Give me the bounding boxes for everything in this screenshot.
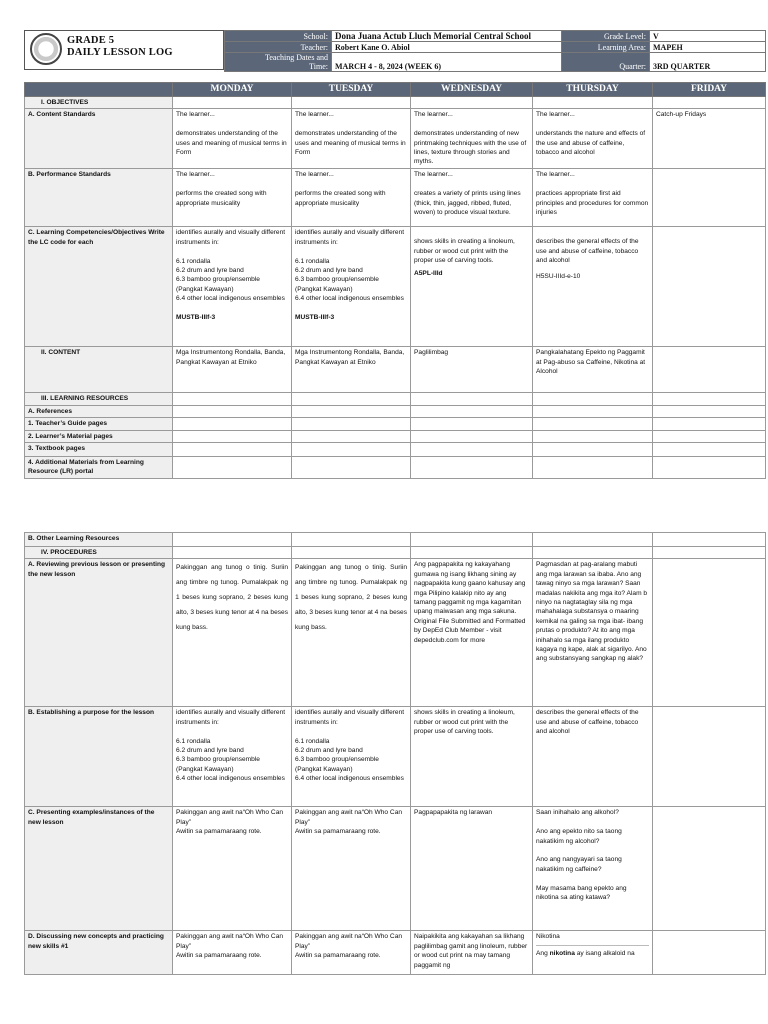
discussing-monday: Pakinggan ang awit na“Oh Who Can Play” Awitin sa pamamaraang rote. — [173, 931, 292, 975]
nikotina-heading: Nikotina — [536, 933, 560, 941]
lesson-log-table-page1 — [24, 82, 766, 479]
examples-thursday: Saan inihahalo ang alkohol? Ano ang epekto nito sa taong nakatikim ng alcohol? Ano ang nangyayari sa taong nakatikim ng caffeine? May masama bang epekto ang nikotina sa ating katawa? — [533, 807, 653, 931]
discussing-friday — [653, 931, 766, 975]
reviewing-monday: Pakinggan ang tunog o tinig. Suriin ang timbre ng tunog. Pumalakpak ng 1 beses kung soprano, 2 beses kung alto, 3 beses kung tenor at 4 na beses kung bass. — [173, 559, 292, 707]
quarter-value: 3RD QUARTER — [650, 53, 766, 72]
reviewing-label: A. Reviewing previous lesson or presenting the new lesson — [25, 559, 173, 707]
corner-header — [25, 83, 173, 97]
content-label: II. CONTENT — [25, 347, 173, 393]
discussing-label: D. Discussing new concepts and practicing new skills #1 — [25, 931, 173, 975]
purpose-tuesday: identifies aurally and visually different instruments in: 6.1 rondalla 6.2 drum and lyre band 6.3 bamboo group/ensemble (Pangkat Kawayan) 6.4 other local indigenous ensembles — [292, 707, 411, 807]
learning-area-label: Learning Area: — [562, 42, 650, 53]
day-header-friday: FRIDAY — [653, 83, 766, 97]
purpose-wednesday: shows skills in creating a linoleum, rubber or wood cut print with the proper use of carving tools. — [411, 707, 533, 807]
reviewing-wednesday: Ang pagpapakita ng kakayahang gumawa ng isang likhang sining ay nagpapakita kung gaano kahusay ang mga Pilipino kalakip nito ay ang tamang paggamit ng mga kagamitan upang maiwasan ang mga sakuna. Original File Submitted and Formatted by DepEd Club Member - visit depedclub.com for more — [411, 559, 533, 707]
procedures-section-label: IV. PROCEDURES — [25, 547, 173, 559]
content-tuesday: Mga Instrumentong Rondalla, Banda, Pangkat Kawayan at Etniko — [292, 347, 411, 393]
competencies-monday: identifies aurally and visually different instruments in: 6.1 rondalla 6.2 drum and lyre band 6.3 bamboo group/ensemble (Pangkat Kawayan) 6.4 other local indigenous ensembles MUSTB-IIIf-3 — [173, 227, 292, 347]
content-standards-monday: The learner... demonstrates understanding of the uses and meaning of musical terms in Form — [173, 109, 292, 169]
examples-monday: Pakinggan ang awit na“Oh Who Can Play” Awitin sa pamamaraang rote. — [173, 807, 292, 931]
lesson-log-table-page2 — [24, 532, 766, 975]
objectives-section-label: I. OBJECTIVES — [25, 97, 173, 109]
performance-standards-monday: The learner... performs the created song with appropriate musicality — [173, 169, 292, 227]
grade-level-value: V — [650, 31, 766, 42]
performance-standards-thursday: The learner... practices appropriate first aid principles and procedures for common injuries — [533, 169, 653, 227]
document-title: GRADE 5 DAILY LESSON LOG — [67, 35, 173, 58]
performance-standards-label: B. Performance Standards — [25, 169, 173, 227]
lc-code-wednesday: A5PL-IIId — [414, 269, 443, 277]
performance-standards-friday — [653, 169, 766, 227]
references-label: A. References — [25, 405, 173, 417]
performance-standards-wednesday: The learner... creates a variety of prints using lines (thick, thin, jagged, ribbed, fluted, woven) to produce visual texture. — [411, 169, 533, 227]
content-standards-thursday: The learner... understands the nature and effects of the use and abuse of caffeine, tobacco and alcohol — [533, 109, 653, 169]
day-header-thursday: THURSDAY — [533, 83, 653, 97]
purpose-monday: identifies aurally and visually different instruments in: 6.1 rondalla 6.2 drum and lyre band 6.3 bamboo group/ensemble (Pangkat Kawayan) 6.4 other local indigenous ensembles — [173, 707, 292, 807]
competencies-thursday: describes the general effects of the use and abuse of caffeine, tobacco and alcohol H5SU-IIId-e-10 — [533, 227, 653, 347]
performance-standards-tuesday: The learner... performs the created song with appropriate musicality — [292, 169, 411, 227]
discussing-thursday — [533, 931, 653, 975]
content-monday: Mga Instrumentong Rondalla, Banda, Pangkat Kawayan at Etniko — [173, 347, 292, 393]
reviewing-tuesday: Pakinggan ang tunog o tinig. Suriin ang timbre ng tunog. Pumalakpak ng 1 beses kung soprano, 2 beses kung alto, 3 beses kung tenor at 4 na beses kung bass. — [292, 559, 411, 707]
dates-value: MARCH 4 - 8, 2024 (WEEK 6) — [332, 53, 562, 72]
examples-tuesday: Pakinggan ang awit na“Oh Who Can Play” Awitin sa pamamaraang rote. — [292, 807, 411, 931]
content-standards-label: A. Content Standards — [25, 109, 173, 169]
nikotina-text: Ang nikotina ay isang alkaloid na — [536, 945, 649, 958]
examples-wednesday: Pagpapapakita ng larawan — [411, 807, 533, 931]
school-value: Dona Juana Actub Lluch Memorial Central School — [332, 31, 562, 42]
teacher-label: Teacher: — [225, 42, 332, 53]
lc-code-thursday: H5SU-IIId-e-10 — [536, 272, 581, 280]
quarter-label: Quarter: — [562, 53, 650, 72]
header-info-table — [224, 30, 766, 72]
lc-code-tuesday: MUSTB-IIIf-3 — [295, 314, 335, 322]
competencies-friday — [653, 227, 766, 347]
teacher-value: Robert Kane O. Abiol — [332, 42, 562, 53]
grade-level-label: Grade Level: — [562, 31, 650, 42]
discussing-wednesday: Naipakikita ang kakayahan sa likhang paglilimbag gamit ang linoleum, rubber or wood cut print na may tamang paggamit ng — [411, 931, 533, 975]
content-standards-wednesday: The learner... demonstrates understanding of new printmaking techniques with the use of lines, texture through stories and myths. — [411, 109, 533, 169]
discussing-tuesday: Pakinggan ang awit na“Oh Who Can Play” Awitin sa pamamaraang rote. — [292, 931, 411, 975]
teachers-guide-label: 1. Teacher’s Guide pages — [25, 418, 173, 430]
purpose-thursday: describes the general effects of the use and abuse of caffeine, tobacco and alcohol — [533, 707, 653, 807]
other-resources-label: B. Other Learning Resources — [25, 533, 173, 547]
learning-resources-label: III. LEARNING RESOURCES — [25, 393, 173, 405]
lc-code-monday: MUSTB-IIIf-3 — [176, 314, 216, 322]
competencies-wednesday: shows skills in creating a linoleum, rubber or wood cut print with the proper use of carving tools. A5PL-IIId — [411, 227, 533, 347]
day-header-wednesday: WEDNESDAY — [411, 83, 533, 97]
day-header-tuesday: TUESDAY — [292, 83, 411, 97]
additional-materials-label: 4. Additional Materials from Learning Resource (LR) portal — [25, 457, 173, 479]
content-wednesday: Paglilimbag — [411, 347, 533, 393]
learning-area-value: MAPEH — [650, 42, 766, 53]
content-thursday: Pangkalahatang Epekto ng Paggamit at Pag-abuso sa Caffeine, Nikotina at Alcohol — [533, 347, 653, 393]
reviewing-thursday: Pagmasdan at pag-aralang mabuti ang mga larawan sa ibaba. Ano ang tawag ninyo sa mga larawan? Saan madalas nakikita ang mga ito? Alam b ninyo na nagtataglay sila ng mga mahahalaga substansya o maaring kemikal na galing sa mga ibat- ibang prutas o produkto? At ito ang mga inihahalo sa mga ilang produkto kagaya ng kape, alak at sigarilyo. Ano ang substansyang sangkap ng alak? — [533, 559, 653, 707]
school-label: School: — [225, 31, 332, 42]
content-standards-tuesday: The learner... demonstrates understanding of the uses and meaning of musical terms in Form — [292, 109, 411, 169]
content-friday — [653, 347, 766, 393]
competencies-label: C. Learning Competencies/Objectives Write the LC code for each — [25, 227, 173, 347]
examples-label: C. Presenting examples/instances of the new lesson — [25, 807, 173, 931]
purpose-label: B. Establishing a purpose for the lesson — [25, 707, 173, 807]
examples-friday — [653, 807, 766, 931]
purpose-friday — [653, 707, 766, 807]
deped-seal-icon — [30, 33, 62, 65]
dates-label: Teaching Dates and Time: — [225, 53, 332, 72]
textbook-label: 3. Textbook pages — [25, 443, 173, 457]
content-standards-friday: Catch-up Fridays — [653, 109, 766, 169]
reviewing-friday — [653, 559, 766, 707]
day-header-monday: MONDAY — [173, 83, 292, 97]
learners-material-label: 2. Learner’s Material pages — [25, 430, 173, 442]
competencies-tuesday: identifies aurally and visually different instruments in: 6.1 rondalla 6.2 drum and lyre band 6.3 bamboo group/ensemble (Pangkat Kawayan) 6.4 other local indigenous ensembles MUSTB-IIIf-3 — [292, 227, 411, 347]
